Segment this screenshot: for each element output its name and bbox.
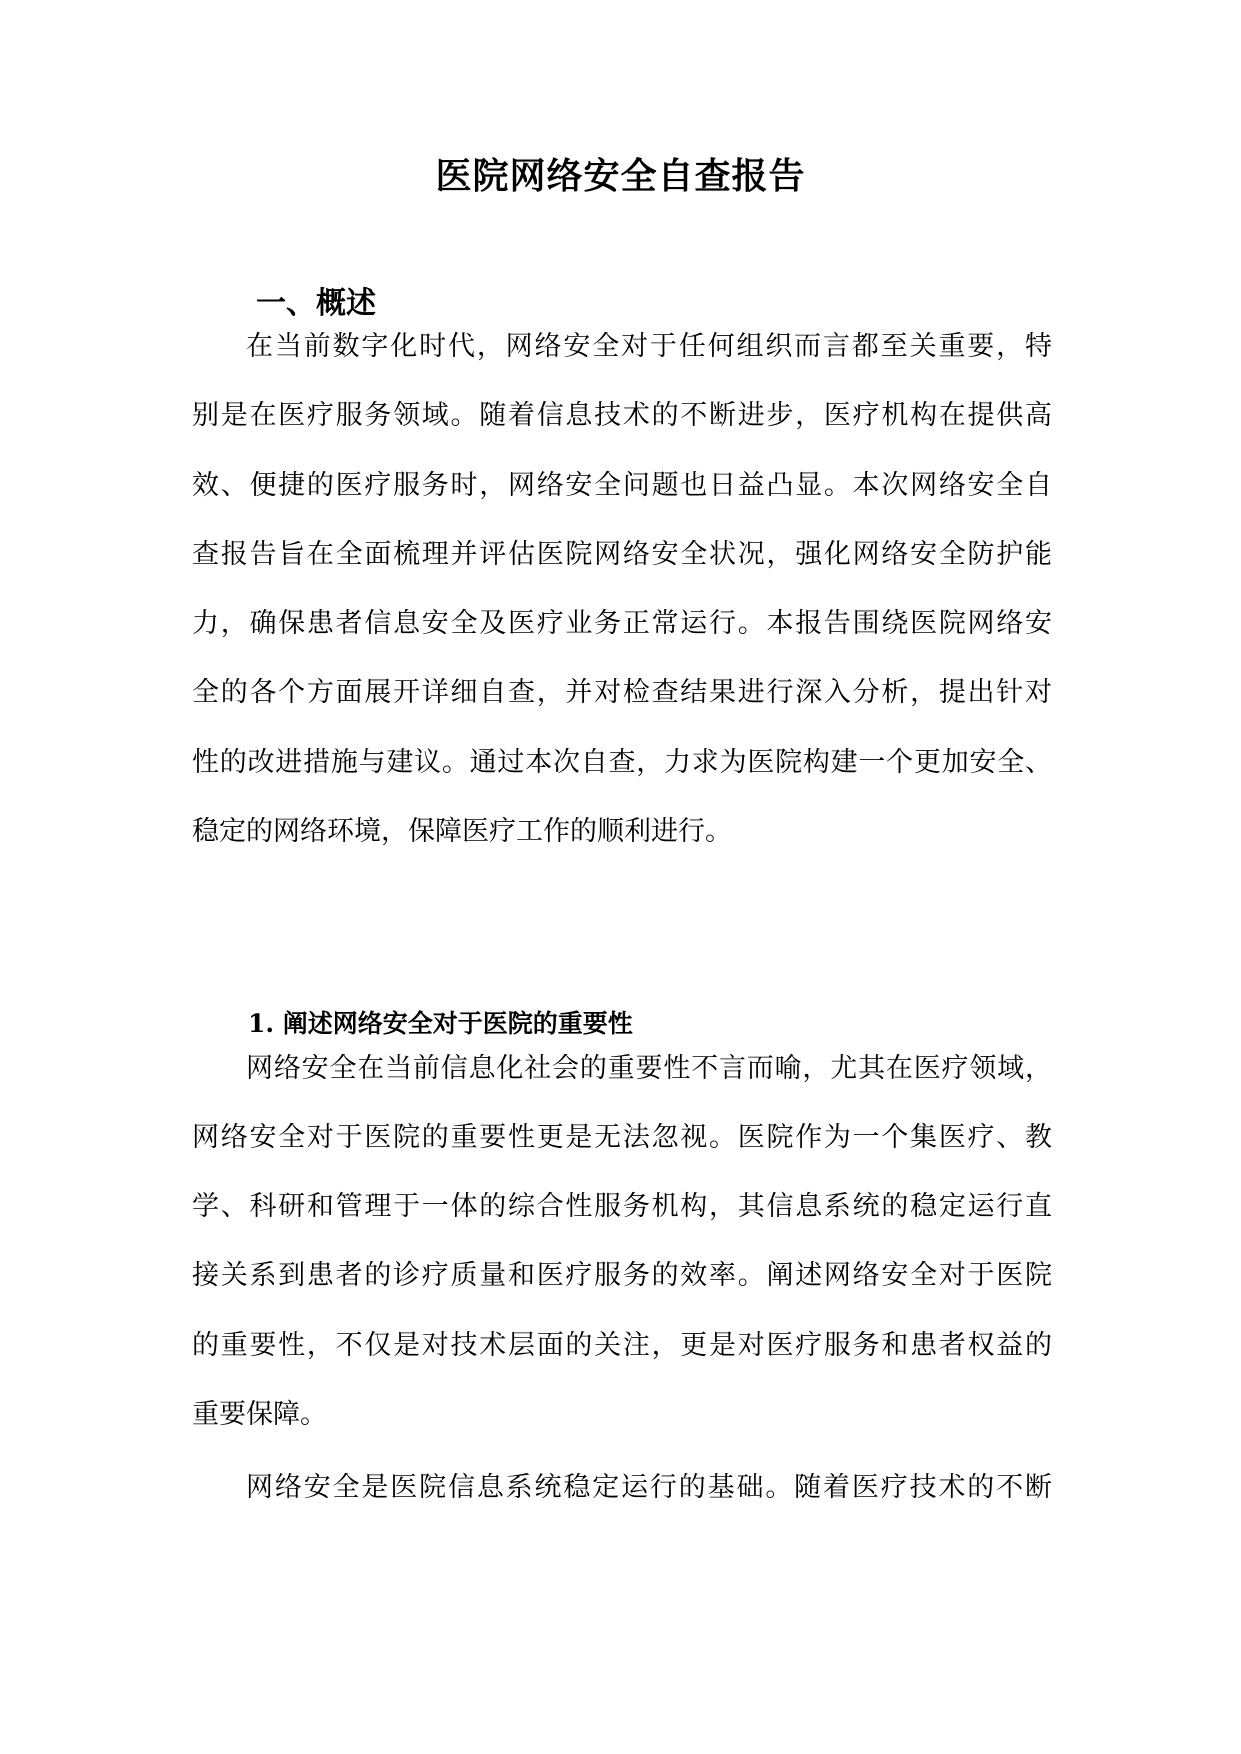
paragraph-line: 全的各个方面展开详细自查，并对检查结果进行深入分析，提出针对	[192, 677, 1052, 708]
paragraph-line: 在当前数字化时代，网络安全对于任何组织而言都至关重要，特	[246, 331, 1052, 362]
paragraph-line: 网络安全在当前信息化社会的重要性不言而喻，尤其在医疗领域，	[246, 1053, 1052, 1084]
paragraph-line: 效、便捷的医疗服务时，网络安全问题也日益凸显。本次网络安全自	[192, 470, 1052, 501]
paragraph-line: 学、科研和管理于一体的综合性服务机构，其信息系统的稳定运行直	[192, 1191, 1052, 1222]
paragraph-line: 网络安全对于医院的重要性更是无法忽视。医院作为一个集医疗、教	[192, 1122, 1052, 1153]
paragraph-line: 性的改进措施与建议。通过本次自查，力求为医院构建一个更加安全、	[192, 747, 1052, 778]
paragraph-line: 接关系到患者的诊疗质量和医疗服务的效率。阐述网络安全对于医院	[192, 1260, 1052, 1291]
section-heading-overview: 一、概述	[256, 286, 376, 321]
paragraph-line: 力，确保患者信息安全及医疗业务正常运行。本报告围绕医院网络安	[192, 608, 1052, 639]
paragraph-line: 重要保障。	[192, 1399, 327, 1430]
subsection-heading-importance: 1. 阐述网络安全对于医院的重要性	[248, 1009, 633, 1038]
paragraph-line: 别是在医疗服务领域。随着信息技术的不断进步，医疗机构在提供高	[192, 400, 1052, 431]
paragraph-line: 的重要性，不仅是对技术层面的关注，更是对医疗服务和患者权益的	[192, 1330, 1052, 1361]
paragraph-line: 稳定的网络环境，保障医疗工作的顺利进行。	[192, 816, 732, 847]
paragraph-line: 网络安全是医院信息系统稳定运行的基础。随着医疗技术的不断	[246, 1472, 1052, 1503]
paragraph-line: 查报告旨在全面梳理并评估医院网络安全状况，强化网络安全防护能	[192, 539, 1052, 570]
document-title: 医院网络安全自查报告	[435, 155, 806, 197]
